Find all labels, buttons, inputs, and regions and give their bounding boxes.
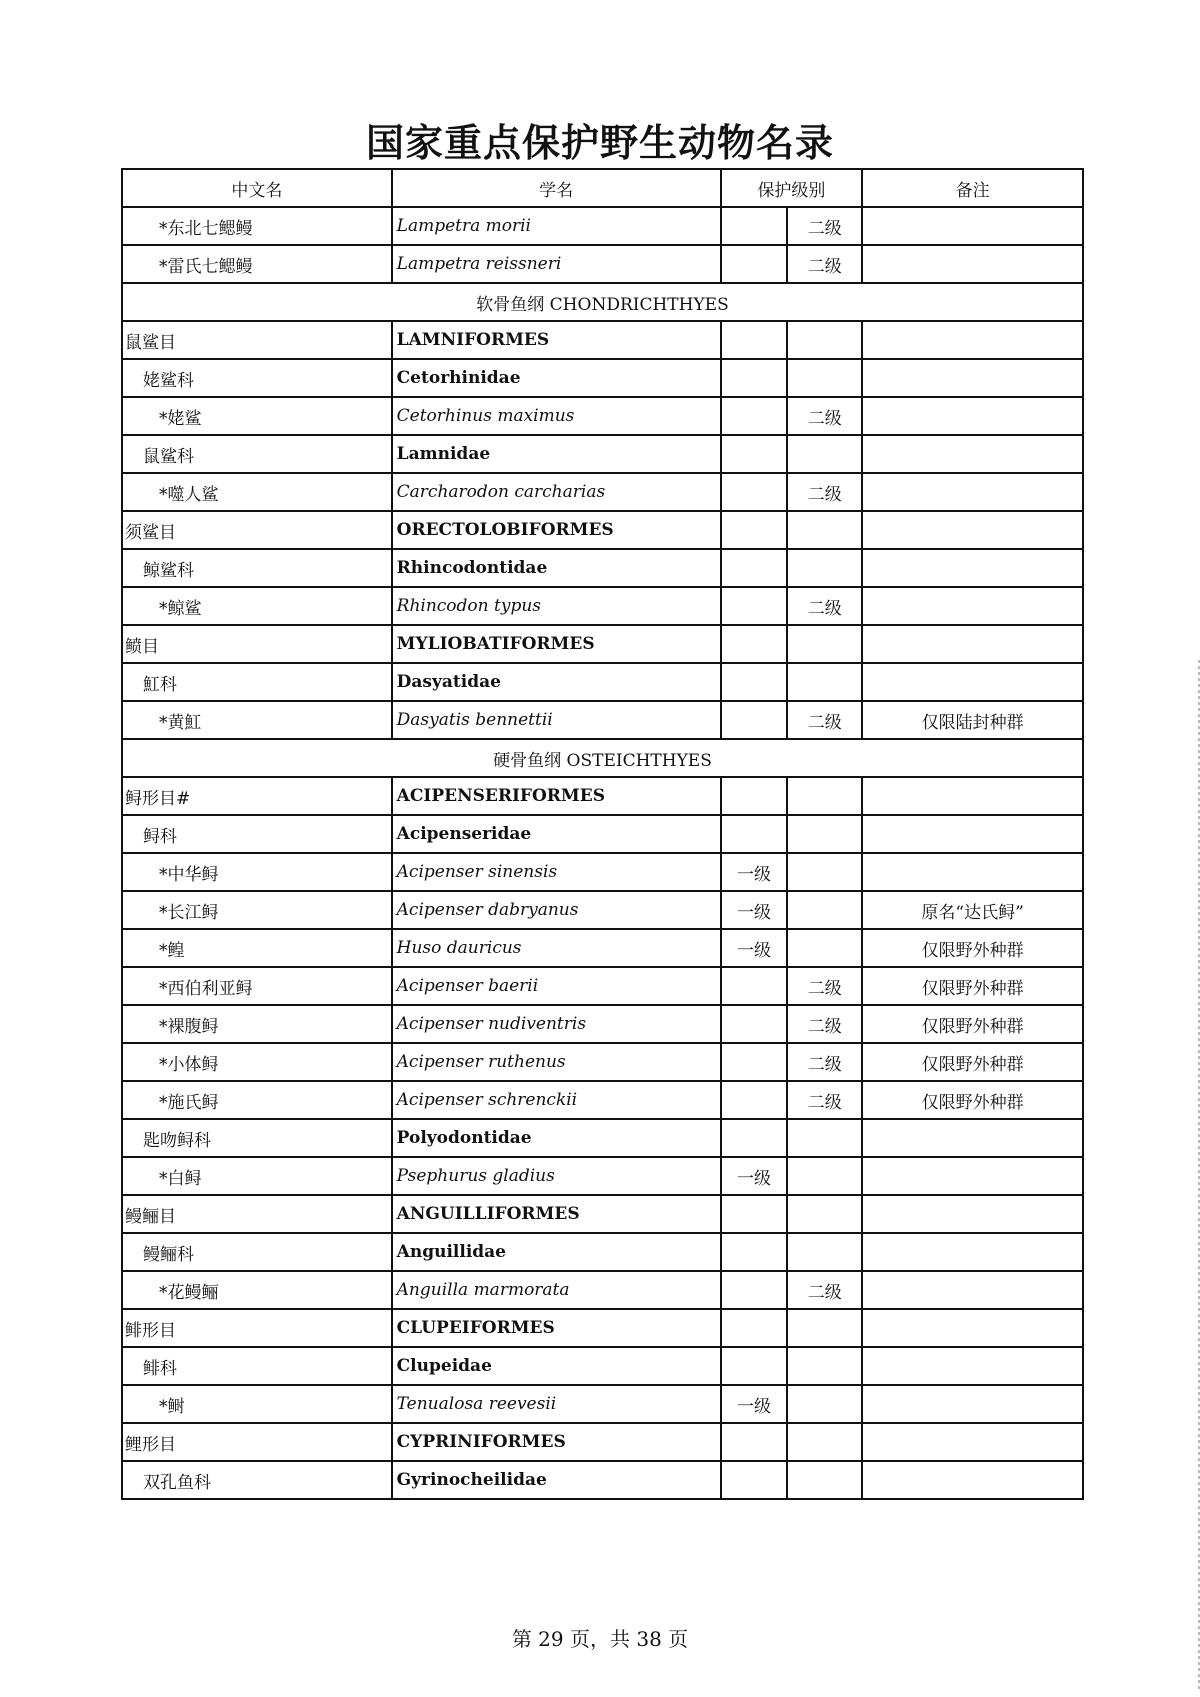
scientific-name: Cetorhinidae	[392, 359, 721, 397]
level-class-two: 二级	[787, 473, 862, 511]
chinese-name: 鳗鲡目	[122, 1195, 392, 1233]
level-class-two: 二级	[787, 1043, 862, 1081]
scientific-name: Acipenser schrenckii	[392, 1081, 721, 1119]
scientific-name: Psephurus gladius	[392, 1157, 721, 1195]
chinese-name: *裸腹鲟	[122, 1005, 392, 1043]
page-number: 第 29 页，共 38 页	[511, 1627, 689, 1651]
family-row	[122, 435, 1083, 473]
chinese-name: *花鳗鲡	[122, 1271, 392, 1309]
species-row	[122, 891, 1083, 929]
chinese-name: *鲥	[122, 1385, 392, 1423]
family-row	[122, 1461, 1083, 1499]
family-row	[122, 663, 1083, 701]
chinese-name: 鲼目	[122, 625, 392, 663]
remark	[862, 663, 1083, 701]
remark	[862, 1119, 1083, 1157]
level-class-one	[721, 1461, 788, 1499]
level-class-one	[721, 967, 788, 1005]
scientific-name: Carcharodon carcharias	[392, 473, 721, 511]
chinese-name: *东北七鳃鳗	[122, 207, 392, 245]
level-class-one	[721, 473, 788, 511]
level-class-one	[721, 397, 788, 435]
remark	[862, 853, 1083, 891]
species-row	[122, 587, 1083, 625]
order-row	[122, 777, 1083, 815]
level-class-two	[787, 929, 862, 967]
scientific-name: Clupeidae	[392, 1347, 721, 1385]
level-class-two: 二级	[787, 1005, 862, 1043]
level-class-two: 二级	[787, 701, 862, 739]
chinese-name: 鲸鲨科	[122, 549, 392, 587]
remark	[862, 359, 1083, 397]
level-class-two	[787, 625, 862, 663]
chinese-name: 鼠鲨科	[122, 435, 392, 473]
scientific-name: LAMNIFORMES	[392, 321, 721, 359]
level-class-one	[721, 1347, 788, 1385]
chinese-name: *噬人鲨	[122, 473, 392, 511]
level-class-two: 二级	[787, 1081, 862, 1119]
chinese-name: 鲤形目	[122, 1423, 392, 1461]
level-class-two	[787, 1423, 862, 1461]
level-class-two: 二级	[787, 587, 862, 625]
level-class-one	[721, 1309, 788, 1347]
level-class-one	[721, 1119, 788, 1157]
species-row	[122, 1043, 1083, 1081]
family-row	[122, 1347, 1083, 1385]
level-class-one	[721, 815, 788, 853]
remark: 原名“达氏鲟”	[862, 891, 1083, 929]
species-row	[122, 207, 1083, 245]
chinese-name: 鲟形目#	[122, 777, 392, 815]
remark	[862, 245, 1083, 283]
level-class-two	[787, 359, 862, 397]
remark	[862, 1233, 1083, 1271]
chinese-name: 鲟科	[122, 815, 392, 853]
family-row	[122, 359, 1083, 397]
order-row	[122, 625, 1083, 663]
level-class-one	[721, 1423, 788, 1461]
table-body	[122, 169, 1083, 1499]
scientific-name: Tenualosa reevesii	[392, 1385, 721, 1423]
chinese-name: *鳇	[122, 929, 392, 967]
order-row	[122, 511, 1083, 549]
order-row	[122, 321, 1083, 359]
species-row	[122, 1005, 1083, 1043]
chinese-name: 魟科	[122, 663, 392, 701]
remark	[862, 587, 1083, 625]
chinese-name: *中华鲟	[122, 853, 392, 891]
remark: 仅限陆封种群	[862, 701, 1083, 739]
remark	[862, 625, 1083, 663]
scientific-name: Lampetra reissneri	[392, 245, 721, 283]
chinese-name: 姥鲨科	[122, 359, 392, 397]
order-row	[122, 1195, 1083, 1233]
chinese-name: *长江鲟	[122, 891, 392, 929]
level-class-one	[721, 777, 788, 815]
level-class-two	[787, 853, 862, 891]
scientific-name: Gyrinocheilidae	[392, 1461, 721, 1499]
remark	[862, 473, 1083, 511]
level-class-two	[787, 1233, 862, 1271]
remark	[862, 1347, 1083, 1385]
family-row	[122, 815, 1083, 853]
scientific-name: Lamnidae	[392, 435, 721, 473]
chinese-name: 双孔鱼科	[122, 1461, 392, 1499]
level-class-two	[787, 1347, 862, 1385]
level-class-two: 二级	[787, 207, 862, 245]
remark	[862, 777, 1083, 815]
level-class-one	[721, 435, 788, 473]
class-section-row	[122, 283, 1083, 321]
species-row	[122, 473, 1083, 511]
level-class-one	[721, 207, 788, 245]
level-class-two	[787, 663, 862, 701]
scientific-name: CYPRINIFORMES	[392, 1423, 721, 1461]
level-class-one: 一级	[721, 1385, 788, 1423]
remark: 仅限野外种群	[862, 929, 1083, 967]
level-class-two	[787, 511, 862, 549]
scientific-name: Anguilla marmorata	[392, 1271, 721, 1309]
order-row	[122, 1423, 1083, 1461]
scientific-name: Huso dauricus	[392, 929, 721, 967]
scientific-name: Dasyatis bennettii	[392, 701, 721, 739]
level-class-one	[721, 511, 788, 549]
remark	[862, 397, 1083, 435]
page-title: 国家重点保护野生动物名录	[365, 120, 834, 165]
scientific-name: Acipenser dabryanus	[392, 891, 721, 929]
class-heading: 软骨鱼纲 CHONDRICHTHYES	[122, 283, 1083, 321]
level-class-two	[787, 1119, 862, 1157]
species-row	[122, 245, 1083, 283]
species-row	[122, 701, 1083, 739]
level-class-two	[787, 1157, 862, 1195]
level-class-one: 一级	[721, 929, 788, 967]
chinese-name: 鳗鲡科	[122, 1233, 392, 1271]
remark	[862, 1461, 1083, 1499]
level-class-two	[787, 1195, 862, 1233]
level-class-one	[721, 1271, 788, 1309]
level-class-one	[721, 701, 788, 739]
remark	[862, 435, 1083, 473]
family-row	[122, 1119, 1083, 1157]
level-class-one	[721, 359, 788, 397]
header-chinese-name: 中文名	[122, 169, 392, 207]
remark: 仅限野外种群	[862, 1081, 1083, 1119]
level-class-two	[787, 815, 862, 853]
level-class-two	[787, 777, 862, 815]
level-class-two	[787, 1385, 862, 1423]
remark: 仅限野外种群	[862, 1005, 1083, 1043]
scientific-name: Acipenser nudiventris	[392, 1005, 721, 1043]
scientific-name: Acipenser sinensis	[392, 853, 721, 891]
chinese-name: *西伯利亚鲟	[122, 967, 392, 1005]
species-table	[121, 168, 1084, 1500]
scientific-name: Rhincodon typus	[392, 587, 721, 625]
species-row	[122, 397, 1083, 435]
scientific-name: Anguillidae	[392, 1233, 721, 1271]
remark	[862, 1271, 1083, 1309]
level-class-two	[787, 321, 862, 359]
remark	[862, 549, 1083, 587]
level-class-one	[721, 1043, 788, 1081]
scientific-name: Acipenser ruthenus	[392, 1043, 721, 1081]
species-row	[122, 1081, 1083, 1119]
level-class-one	[721, 663, 788, 701]
level-class-two: 二级	[787, 967, 862, 1005]
level-class-two	[787, 435, 862, 473]
level-class-one: 一级	[721, 891, 788, 929]
chinese-name: *姥鲨	[122, 397, 392, 435]
family-row	[122, 549, 1083, 587]
family-row	[122, 1233, 1083, 1271]
remark	[862, 1385, 1083, 1423]
level-class-two	[787, 549, 862, 587]
level-class-two	[787, 891, 862, 929]
level-class-one	[721, 1081, 788, 1119]
remark	[862, 1157, 1083, 1195]
chinese-name: *鲸鲨	[122, 587, 392, 625]
remark: 仅限野外种群	[862, 1043, 1083, 1081]
remark	[862, 815, 1083, 853]
scientific-name: MYLIOBATIFORMES	[392, 625, 721, 663]
chinese-name: *雷氏七鳃鳗	[122, 245, 392, 283]
level-class-one	[721, 1233, 788, 1271]
species-row	[122, 1385, 1083, 1423]
chinese-name: *小体鲟	[122, 1043, 392, 1081]
species-row	[122, 929, 1083, 967]
remark	[862, 207, 1083, 245]
level-class-two: 二级	[787, 397, 862, 435]
level-class-two	[787, 1461, 862, 1499]
scientific-name: Rhincodontidae	[392, 549, 721, 587]
chinese-name: 鲱形目	[122, 1309, 392, 1347]
scientific-name: ANGUILLIFORMES	[392, 1195, 721, 1233]
level-class-one	[721, 587, 788, 625]
species-row	[122, 1157, 1083, 1195]
remark	[862, 1309, 1083, 1347]
species-row	[122, 1271, 1083, 1309]
level-class-two	[787, 1309, 862, 1347]
level-class-one: 一级	[721, 1157, 788, 1195]
class-section-row	[122, 739, 1083, 777]
level-class-one	[721, 321, 788, 359]
remark	[862, 1195, 1083, 1233]
level-class-one	[721, 1195, 788, 1233]
chinese-name: 鲱科	[122, 1347, 392, 1385]
scientific-name: ORECTOLOBIFORMES	[392, 511, 721, 549]
level-class-one	[721, 245, 788, 283]
chinese-name: *施氏鲟	[122, 1081, 392, 1119]
scientific-name: ACIPENSERIFORMES	[392, 777, 721, 815]
level-class-one	[721, 549, 788, 587]
scientific-name: Lampetra morii	[392, 207, 721, 245]
level-class-one	[721, 625, 788, 663]
scientific-name: Acipenseridae	[392, 815, 721, 853]
header-protection-level: 保护级别	[721, 169, 863, 207]
scientific-name: Polyodontidae	[392, 1119, 721, 1157]
scientific-name: Cetorhinus maximus	[392, 397, 721, 435]
remark: 仅限野外种群	[862, 967, 1083, 1005]
level-class-two: 二级	[787, 1271, 862, 1309]
level-class-one	[721, 1005, 788, 1043]
chinese-name: *白鲟	[122, 1157, 392, 1195]
class-heading: 硬骨鱼纲 OSTEICHTHYES	[122, 739, 1083, 777]
species-row	[122, 853, 1083, 891]
level-class-one: 一级	[721, 853, 788, 891]
scientific-name: CLUPEIFORMES	[392, 1309, 721, 1347]
table-header-row	[122, 169, 1083, 207]
header-notes: 备注	[862, 169, 1083, 207]
remark	[862, 1423, 1083, 1461]
scientific-name: Acipenser baerii	[392, 967, 721, 1005]
chinese-name: 鼠鲨目	[122, 321, 392, 359]
chinese-name: 须鲨目	[122, 511, 392, 549]
order-row	[122, 1309, 1083, 1347]
chinese-name: *黄魟	[122, 701, 392, 739]
header-scientific-name: 学名	[392, 169, 721, 207]
chinese-name: 匙吻鲟科	[122, 1119, 392, 1157]
scientific-name: Dasyatidae	[392, 663, 721, 701]
remark	[862, 511, 1083, 549]
remark	[862, 321, 1083, 359]
level-class-two: 二级	[787, 245, 862, 283]
species-row	[122, 967, 1083, 1005]
